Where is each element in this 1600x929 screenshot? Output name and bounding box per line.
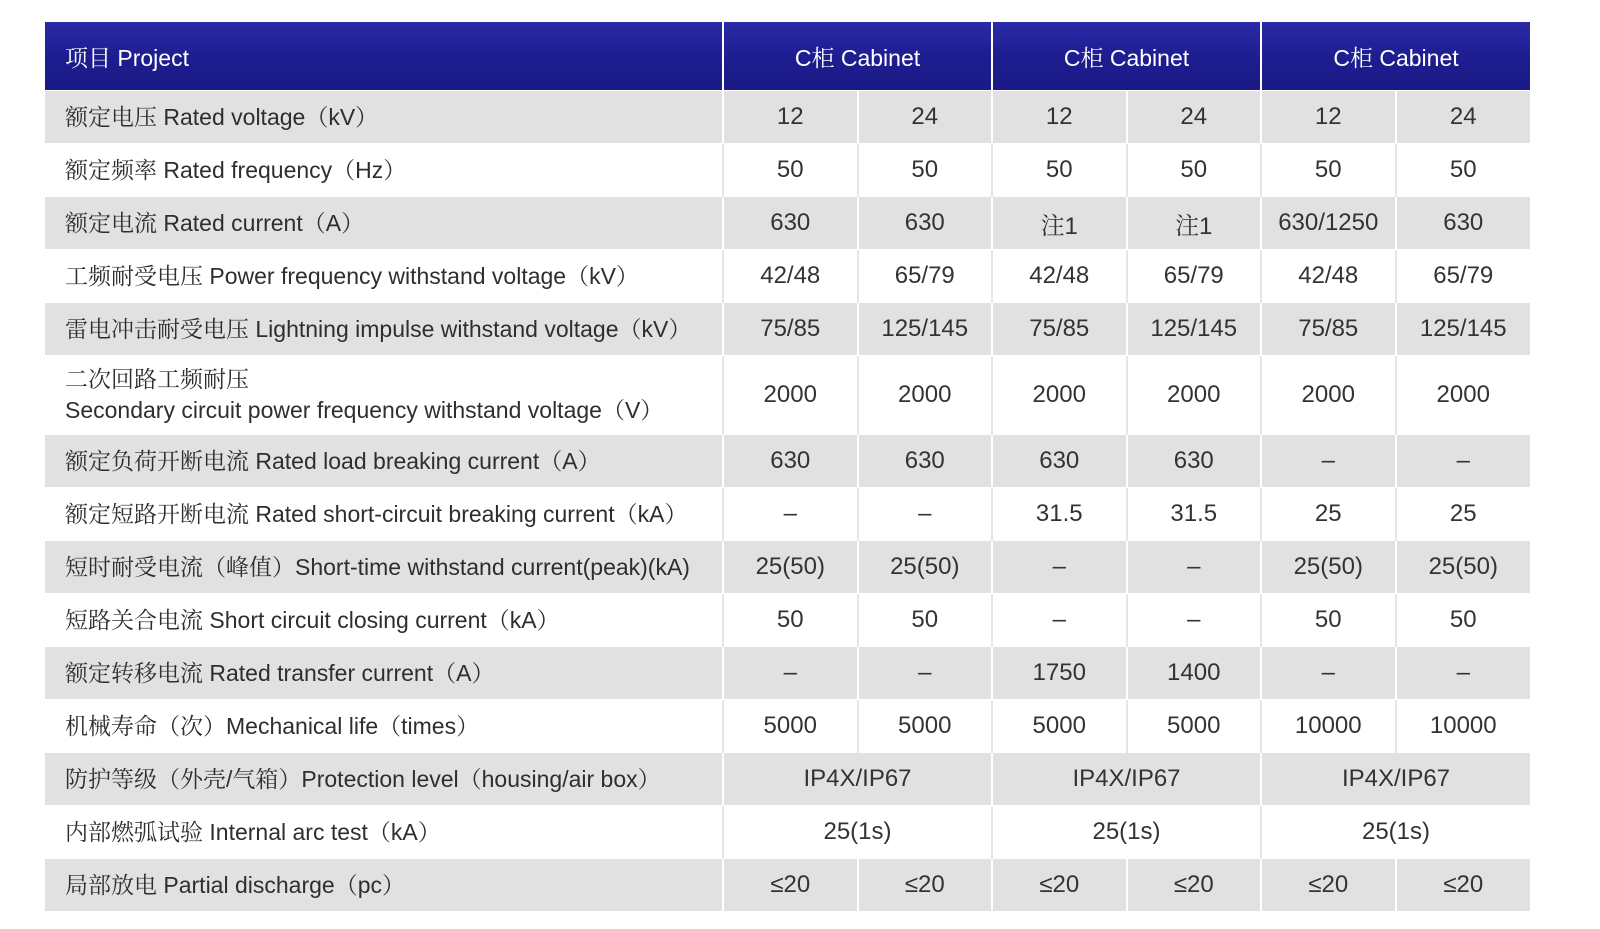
header-project: 项目 Project bbox=[45, 22, 723, 91]
cell: 2000 bbox=[858, 356, 993, 435]
cell: ≤20 bbox=[1396, 859, 1531, 912]
cell: 25(50) bbox=[858, 541, 993, 594]
table-row bbox=[45, 303, 1530, 356]
row-label: 额定电流 Rated current（A） bbox=[45, 197, 723, 250]
cell: 10000 bbox=[1261, 700, 1396, 753]
cell: 65/79 bbox=[858, 250, 993, 303]
header-row bbox=[45, 22, 1530, 91]
cell: 25 bbox=[1261, 488, 1396, 541]
row-label: 内部燃弧试验 Internal arc test（kA） bbox=[45, 806, 723, 859]
row-label: 工频耐受电压 Power frequency withstand voltage（kV） bbox=[45, 250, 723, 303]
cell: 10000 bbox=[1396, 700, 1531, 753]
cell: – bbox=[992, 541, 1127, 594]
table-row bbox=[45, 806, 1530, 859]
cell: 42/48 bbox=[992, 250, 1127, 303]
header-cabinet-2: C柜 Cabinet bbox=[992, 22, 1261, 91]
merged-cell: 25(1s) bbox=[723, 806, 992, 859]
row-label: 短时耐受电流（峰值）Short-time withstand current(peak)(kA) bbox=[45, 541, 723, 594]
row-label: 雷电冲击耐受电压 Lightning impulse withstand voltage（kV） bbox=[45, 303, 723, 356]
cell: 75/85 bbox=[992, 303, 1127, 356]
merged-cell: IP4X/IP67 bbox=[1261, 753, 1530, 806]
cell: 5000 bbox=[1127, 700, 1262, 753]
table-row bbox=[45, 435, 1530, 488]
cell: – bbox=[858, 647, 993, 700]
header-cabinet-1: C柜 Cabinet bbox=[723, 22, 992, 91]
table-row bbox=[45, 594, 1530, 647]
cell: 630/1250 bbox=[1261, 197, 1396, 250]
cell: 630 bbox=[1127, 435, 1262, 488]
cell: 24 bbox=[1396, 91, 1531, 144]
cell: 12 bbox=[992, 91, 1127, 144]
table-row bbox=[45, 859, 1530, 912]
cell: ≤20 bbox=[1127, 859, 1262, 912]
row-label: 防护等级（外壳/气箱）Protection level（housing/air box） bbox=[45, 753, 723, 806]
cell: 630 bbox=[858, 197, 993, 250]
header-cabinet-3: C柜 Cabinet bbox=[1261, 22, 1530, 91]
cell: – bbox=[1127, 541, 1262, 594]
cell: 5000 bbox=[723, 700, 858, 753]
cell: 31.5 bbox=[1127, 488, 1262, 541]
cell: ≤20 bbox=[1261, 859, 1396, 912]
cell: 42/48 bbox=[1261, 250, 1396, 303]
cell: 25 bbox=[1396, 488, 1531, 541]
cell: – bbox=[1261, 647, 1396, 700]
cell: 50 bbox=[1261, 594, 1396, 647]
cell: 5000 bbox=[992, 700, 1127, 753]
table-row bbox=[45, 700, 1530, 753]
row-label-line-1: 二次回路工频耐压 bbox=[65, 366, 249, 392]
cell: 50 bbox=[1127, 144, 1262, 197]
cell: 12 bbox=[723, 91, 858, 144]
row-label-line-2: Secondary circuit power frequency withstand voltage（V） bbox=[65, 397, 664, 423]
cell: – bbox=[1127, 594, 1262, 647]
cell: 31.5 bbox=[992, 488, 1127, 541]
cell: 50 bbox=[858, 144, 993, 197]
merged-cell: 25(1s) bbox=[992, 806, 1261, 859]
row-label: 短路关合电流 Short circuit closing current（kA） bbox=[45, 594, 723, 647]
cell: – bbox=[858, 488, 993, 541]
table-row bbox=[45, 356, 1530, 435]
cell: 2000 bbox=[1127, 356, 1262, 435]
cell: 50 bbox=[858, 594, 993, 647]
cell: 125/145 bbox=[858, 303, 993, 356]
table-row bbox=[45, 541, 1530, 594]
cell: 630 bbox=[858, 435, 993, 488]
table-row bbox=[45, 250, 1530, 303]
spec-table bbox=[45, 22, 1530, 911]
cell: 12 bbox=[1261, 91, 1396, 144]
cell: 630 bbox=[992, 435, 1127, 488]
cell: 75/85 bbox=[723, 303, 858, 356]
spec-table-container bbox=[45, 22, 1530, 911]
cell: ≤20 bbox=[858, 859, 993, 912]
cell: 24 bbox=[1127, 91, 1262, 144]
cell: 42/48 bbox=[723, 250, 858, 303]
row-label: 机械寿命（次）Mechanical life（times） bbox=[45, 700, 723, 753]
cell: ≤20 bbox=[992, 859, 1127, 912]
cell: – bbox=[1396, 647, 1531, 700]
cell: 25(50) bbox=[1261, 541, 1396, 594]
cell: 25(50) bbox=[1396, 541, 1531, 594]
cell: 630 bbox=[723, 197, 858, 250]
cell: – bbox=[723, 488, 858, 541]
cell: 65/79 bbox=[1396, 250, 1531, 303]
table-row bbox=[45, 91, 1530, 144]
cell: 2000 bbox=[1261, 356, 1396, 435]
cell: 50 bbox=[1396, 144, 1531, 197]
cell: 50 bbox=[1261, 144, 1396, 197]
cell: 24 bbox=[858, 91, 993, 144]
cell: 75/85 bbox=[1261, 303, 1396, 356]
merged-cell: IP4X/IP67 bbox=[992, 753, 1261, 806]
table-row bbox=[45, 647, 1530, 700]
row-label: 局部放电 Partial discharge（pc） bbox=[45, 859, 723, 912]
cell: 注1 bbox=[992, 197, 1127, 250]
cell: 5000 bbox=[858, 700, 993, 753]
cell: – bbox=[992, 594, 1127, 647]
table-row bbox=[45, 753, 1530, 806]
cell: 50 bbox=[992, 144, 1127, 197]
cell: 125/145 bbox=[1396, 303, 1531, 356]
cell: 630 bbox=[1396, 197, 1531, 250]
merged-cell: 25(1s) bbox=[1261, 806, 1530, 859]
cell: 65/79 bbox=[1127, 250, 1262, 303]
row-label: 额定负荷开断电流 Rated load breaking current（A） bbox=[45, 435, 723, 488]
cell: 50 bbox=[723, 594, 858, 647]
row-label bbox=[45, 356, 723, 435]
cell: 2000 bbox=[723, 356, 858, 435]
table-row bbox=[45, 488, 1530, 541]
row-label: 额定短路开断电流 Rated short-circuit breaking current（kA） bbox=[45, 488, 723, 541]
cell: 50 bbox=[723, 144, 858, 197]
cell: 2000 bbox=[992, 356, 1127, 435]
cell: 125/145 bbox=[1127, 303, 1262, 356]
merged-cell: IP4X/IP67 bbox=[723, 753, 992, 806]
cell: 50 bbox=[1396, 594, 1531, 647]
row-label: 额定电压 Rated voltage（kV） bbox=[45, 91, 723, 144]
row-label: 额定转移电流 Rated transfer current（A） bbox=[45, 647, 723, 700]
cell: 1750 bbox=[992, 647, 1127, 700]
cell: 2000 bbox=[1396, 356, 1531, 435]
cell: ≤20 bbox=[723, 859, 858, 912]
table-row bbox=[45, 197, 1530, 250]
cell: 630 bbox=[723, 435, 858, 488]
row-label: 额定频率 Rated frequency（Hz） bbox=[45, 144, 723, 197]
cell: – bbox=[1396, 435, 1531, 488]
table-row bbox=[45, 144, 1530, 197]
cell: – bbox=[1261, 435, 1396, 488]
cell: – bbox=[723, 647, 858, 700]
cell: 注1 bbox=[1127, 197, 1262, 250]
cell: 1400 bbox=[1127, 647, 1262, 700]
cell: 25(50) bbox=[723, 541, 858, 594]
